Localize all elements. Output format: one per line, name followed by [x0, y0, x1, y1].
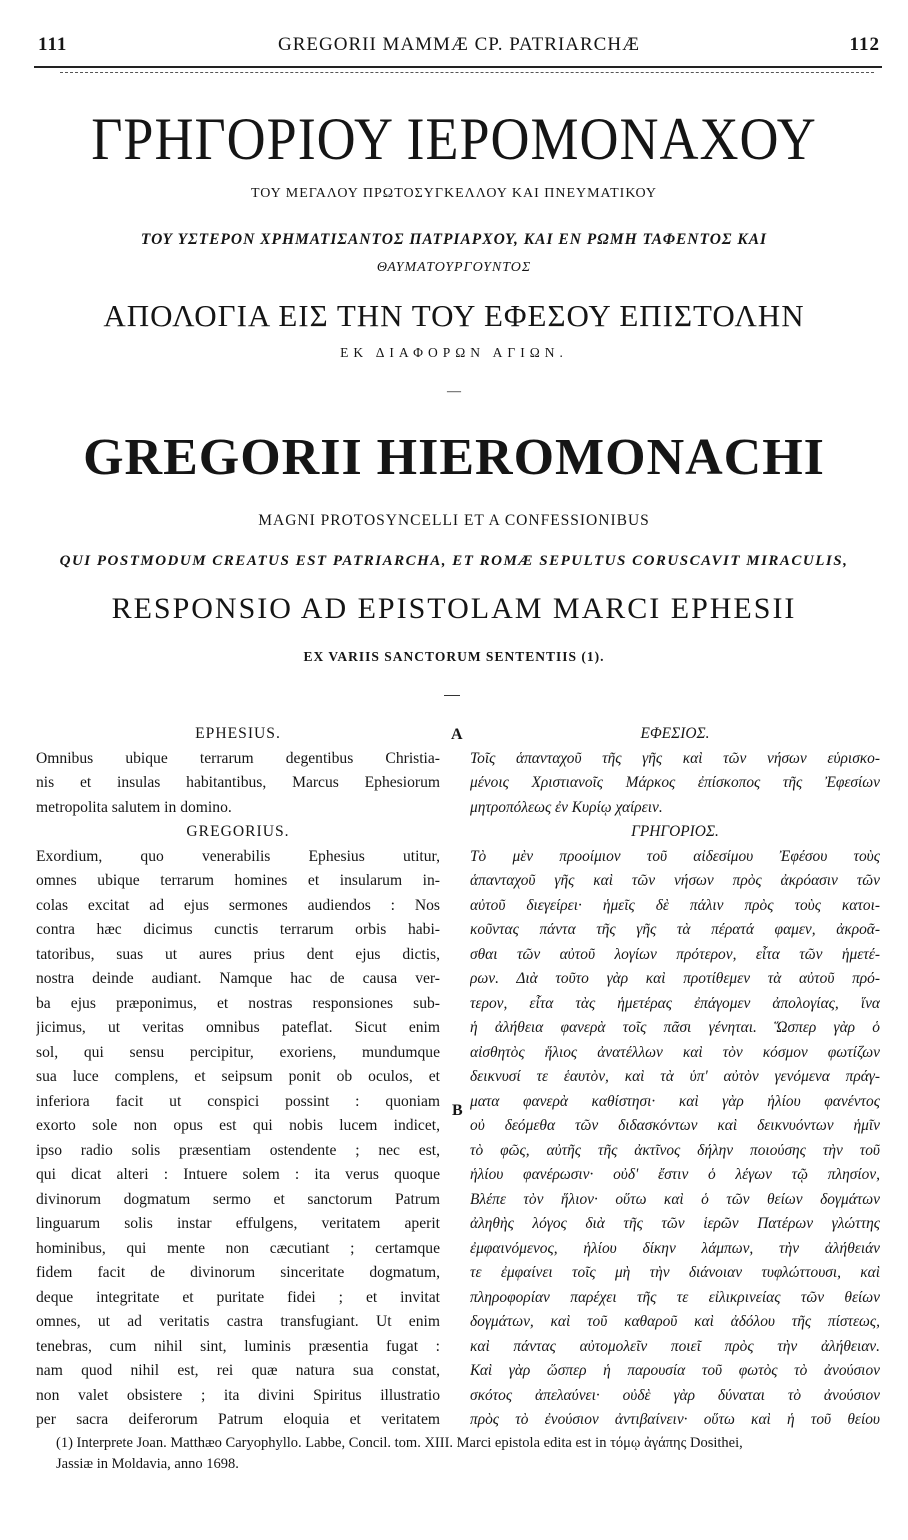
margin-letter-b: B — [452, 1102, 463, 1119]
text-line: Καὶ γὰρ ὥσπερ ἡ παρουσία τοῦ φωτὸς τὸ ἀνούσιον — [470, 1362, 880, 1379]
text-line: πληροφορίαν παρέχει τῆς τε εἰλικρινείας τῶν θείων — [470, 1288, 880, 1306]
text-line: σθαι τῶν αὐτοῦ λογίων πρότερον, εἶτα τῶν ἡμετέ- — [470, 945, 880, 963]
text-line: contra hæc dicimus cunctis terrarum orbis habi- — [36, 921, 440, 938]
latin-subtitle-2: QUI POSTMODUM CREATUS EST PATRIARCHA, ET ROMÆ SEPULTUS CORUSCAVIT MIRACULIS, — [59, 553, 849, 569]
text-line: inferiora facit ut conspici possint : quoniam — [36, 1092, 440, 1110]
text-line: τὸ φῶς, αὐτῆς τῆς ἀκτῖνος δήλην ποιούσης τὴν τοῦ — [470, 1141, 880, 1159]
text-line: μητροπόλεως ἐν Κυρίῳ χαίρειν. — [470, 798, 663, 816]
text-line: divinorum dogmatum sermo et sanctorum Patrum — [36, 1190, 440, 1208]
greek-work-title: ΑΠΟΛΟΓΙΑ ΕΙΣ ΤΗΝ ΤΟΥ ΕΦΕΣΟΥ ΕΠΙΣΤΟΛΗΝ — [103, 298, 805, 333]
text-line: καὶ πάντας αὐτομολεῖν ποιεῖ πρὸς τὴν ἀλήθειαν. — [470, 1337, 880, 1355]
text-line: omnes, ut ad veritatis castra transfugiant. Ut enim — [36, 1313, 440, 1330]
text-line: δογμάτων, καὶ τοῦ καθαροῦ καὶ ἀδόλου τῆς πίστεως, — [470, 1313, 880, 1330]
text-line: omnes ubique terrarum homines et insularum in- — [36, 872, 440, 889]
greek-gregorius-heading: ΓΡΗΓΟΡΙΟΣ. — [631, 823, 719, 840]
latin-subtitle-1: MAGNI PROTOSYNCELLI ET A CONFESSIONIBUS — [258, 512, 650, 529]
text-line: κοῦντας πάντα τῆς γῆς τὰ πέρατά φαμεν, ἀκροᾶ- — [470, 921, 880, 938]
text-line: ἡ ἀλήθεια φανερὰ τοῖς πᾶσι γένηται. Ὥσπερ γὰρ ὁ — [470, 1019, 880, 1036]
text-line: ἡλίου φανέρωσιν· οὐδ' ἔστιν ὁ λέγων τῷ πλησίον, — [470, 1166, 880, 1183]
text-line: metropolita salutem in domino. — [36, 798, 232, 816]
text-line: ἐμφαινόμενος, ἡλίου δίκην λάμπων, τὴν ἀλήθειάν — [470, 1239, 880, 1257]
text-line: fidem facit de divinorum sinceritate dogmatum, — [36, 1264, 440, 1281]
text-line: colas excitat ad ejus sermones audiendos : Nos — [36, 896, 440, 914]
greek-column — [470, 722, 880, 1433]
header-rule-dashed — [60, 72, 874, 73]
text-line: ρων. Διὰ τοῦτο γὰρ καὶ προτίθεμεν τὰ αὐτοῦ πρό- — [470, 970, 880, 987]
footnote-line-2: Jassiæ in Moldavia, anno 1698. — [56, 1456, 239, 1472]
running-title: GREGORII MAMMÆ CP. PATRIARCHÆ — [278, 34, 640, 55]
latin-title: GREGORII HIEROMONACHI — [83, 429, 825, 486]
text-line: qui dicat alteri : Intuere solem : ita verus quoque — [36, 1166, 440, 1183]
page-number-right: 112 — [849, 34, 880, 55]
latin-ephesius-text — [36, 747, 440, 821]
text-line: Βλέπε τὸν ἥλιον· οὕτω καὶ ὁ τῶν θείων δογμάτων — [470, 1190, 880, 1208]
text-line: per sacra deiferorum Patrum eloquia et veritatem — [36, 1411, 440, 1428]
text-line: ba ejus præponimus, et nostras responsiones sub- — [36, 994, 440, 1012]
text-line: nis et insulas habitantibus, Marcus Ephesiorum — [36, 774, 440, 791]
text-line: exorto sole non opus est qui nobis lucem indicet, — [36, 1117, 440, 1134]
text-line: δεικνυσί τε ἑαυτὸν, καὶ τὰ ὑπ' αὐτὸν γενόμενα πράγ- — [470, 1068, 880, 1085]
text-line: Τὸ μὲν προοίμιον τοῦ αἰδεσίμου Ἐφέσου τοὺς — [470, 847, 880, 865]
latin-subtitle-3: EX VARIIS SANCTORUM SENTENTIIS (1). — [303, 649, 605, 664]
text-line: μένοις Χριστιανοῖς Μάρκος ἐπίσκοπος τῆς Ἐφεσίων — [470, 774, 880, 791]
header-rule — [34, 66, 882, 68]
text-line: πρὸς τὸ ἐνούσιον ἀντιβαίνειν· οὕτω καὶ ἡ τοῦ θείου — [470, 1411, 880, 1428]
text-line: sua luce complens, et seipsum ponit ob oculos, et — [36, 1068, 440, 1085]
text-line: non valet obsistere ; ita divini Spiritus illustratio — [36, 1386, 440, 1404]
text-line: jicimus, ut veritas omnibus pateflat. Sicut enim — [36, 1019, 440, 1036]
text-line: σκότος ἀπελαύνει· οὐδὲ γὰρ δύναται τὸ ἀνούσιον — [470, 1386, 880, 1404]
latin-column — [36, 722, 440, 1433]
text-line: Τοῖς ἁπανταχοῦ τῆς γῆς καὶ τῶν νήσων εὑρισκο- — [470, 749, 880, 767]
greek-subtitle-1: ΤΟΥ ΜΕΓΑΛΟΥ ΠΡΩΤΟΣΥΓΚΕΛΛΟΥ ΚΑΙ ΠΝΕΥΜΑΤΙΚΟΥ — [250, 186, 658, 201]
text-line: οὐ δεόμεθα τῶν διδασκόντων καὶ δεικνυόντων ἡμῖν — [470, 1117, 880, 1134]
greek-subtitle-3: ΘΑΥΜΑΤΟΥΡΓΟΥΝΤΟΣ — [376, 260, 532, 275]
section-divider — [444, 695, 460, 696]
text-line: linguarum solis instar effulgens, veritatem aperit — [36, 1215, 440, 1232]
latin-work-title: RESPONSIO AD EPISTOLAM MARCI EPHESII — [111, 592, 797, 625]
text-line: ἀληθὴς λόγος διὰ τῆς τῶν ἱερῶν Πατέρων γλώττης — [470, 1215, 880, 1232]
text-line: tatoribus, suas ut aures prius dent ejus dictis, — [36, 945, 440, 963]
page-number-left: 111 — [38, 34, 68, 55]
latin-gregorius-heading: GREGORIUS. — [186, 823, 290, 840]
latin-ephesius-heading: EPHESIUS. — [195, 725, 281, 742]
margin-letter-a: A — [451, 726, 463, 743]
text-line: ἁπανταχοῦ γῆς καὶ τῶν νήσων πρὸς ἀκρόασιν τῶν — [470, 872, 880, 889]
greek-title: ΓΡΗΓΟΡΙΟΥ ΙΕΡΟΜΟΝΑΧΟΥ — [91, 105, 817, 173]
text-line: tenebras, cum nihil sint, luminis præsentia fugat : — [36, 1337, 440, 1355]
greek-ephesius-heading: ΕΦΕΣΙΟΣ. — [640, 725, 710, 742]
greek-ephesius-text — [470, 747, 880, 821]
latin-gregorius-text — [36, 845, 440, 1433]
running-head — [38, 34, 880, 60]
greek-gregorius-text — [470, 845, 880, 1433]
text-line: αἰσθητὸς ἥλιος ἀνατέλλων καὶ τὸν κόσμον φωτίζων — [470, 1043, 880, 1061]
text-line: ματα φανερὰ καθίστησι· καὶ γὰρ ἡλίου φανέντος — [470, 1092, 880, 1110]
text-line: Exordium, quo venerabilis Ephesius utitur, — [36, 847, 440, 865]
text-line: αὐτοῦ διεγείρει· ἡμεῖς δὲ πάλιν πρὸς τοὺς κατοι- — [470, 896, 880, 914]
text-line: sol, qui sensu percipitur, exoriens, mundumque — [36, 1043, 440, 1061]
ornament-mark: — — [447, 384, 461, 399]
text-line: nam quod nihil est, rei quæ natura sua constat, — [36, 1362, 440, 1379]
text-line: τερον, εἶτα τὰς ἡμετέρας ἐπάγομεν ἀπολογίας, ἵνα — [470, 994, 880, 1012]
text-line: ipso radio solis præsentiam ostendente ; nec est, — [36, 1141, 440, 1159]
text-line: τε ἐμφαίνει τοῖς μὴ τὴν διάνοιαν τυφλώττουσι, καὶ — [470, 1264, 880, 1281]
text-line: hominibus, qui mente non cæcutiant ; certamque — [36, 1239, 440, 1257]
text-line: deque integritate et puritate fidei ; et invitat — [36, 1288, 440, 1306]
text-line: nostra deinde audiant. Namque hac de causa ver- — [36, 970, 440, 987]
footnote-line-1: (1) Interprete Joan. Matthæo Caryophyllo. Labbe, Concil. tom. XIII. Marci epistola edita est in τόμῳ ἀγάπης Dosithei, — [56, 1435, 743, 1451]
footnote — [56, 1433, 880, 1475]
greek-subtitle-4: ΕΚ ΔΙΑΦΟΡΩΝ ΑΓΙΩΝ. — [340, 345, 568, 360]
greek-subtitle-2: ΤΟΥ ΥΣΤΕΡΟΝ ΧΡΗΜΑΤΙΣΑΝΤΟΣ ΠΑΤΡΙΑΡΧΟΥ, ΚΑΙ ΕΝ ΡΩΜΗ ΤΑΦΕΝΤΟΣ ΚΑΙ — [140, 231, 768, 248]
text-line: Omnibus ubique terrarum degentibus Christia- — [36, 749, 440, 767]
